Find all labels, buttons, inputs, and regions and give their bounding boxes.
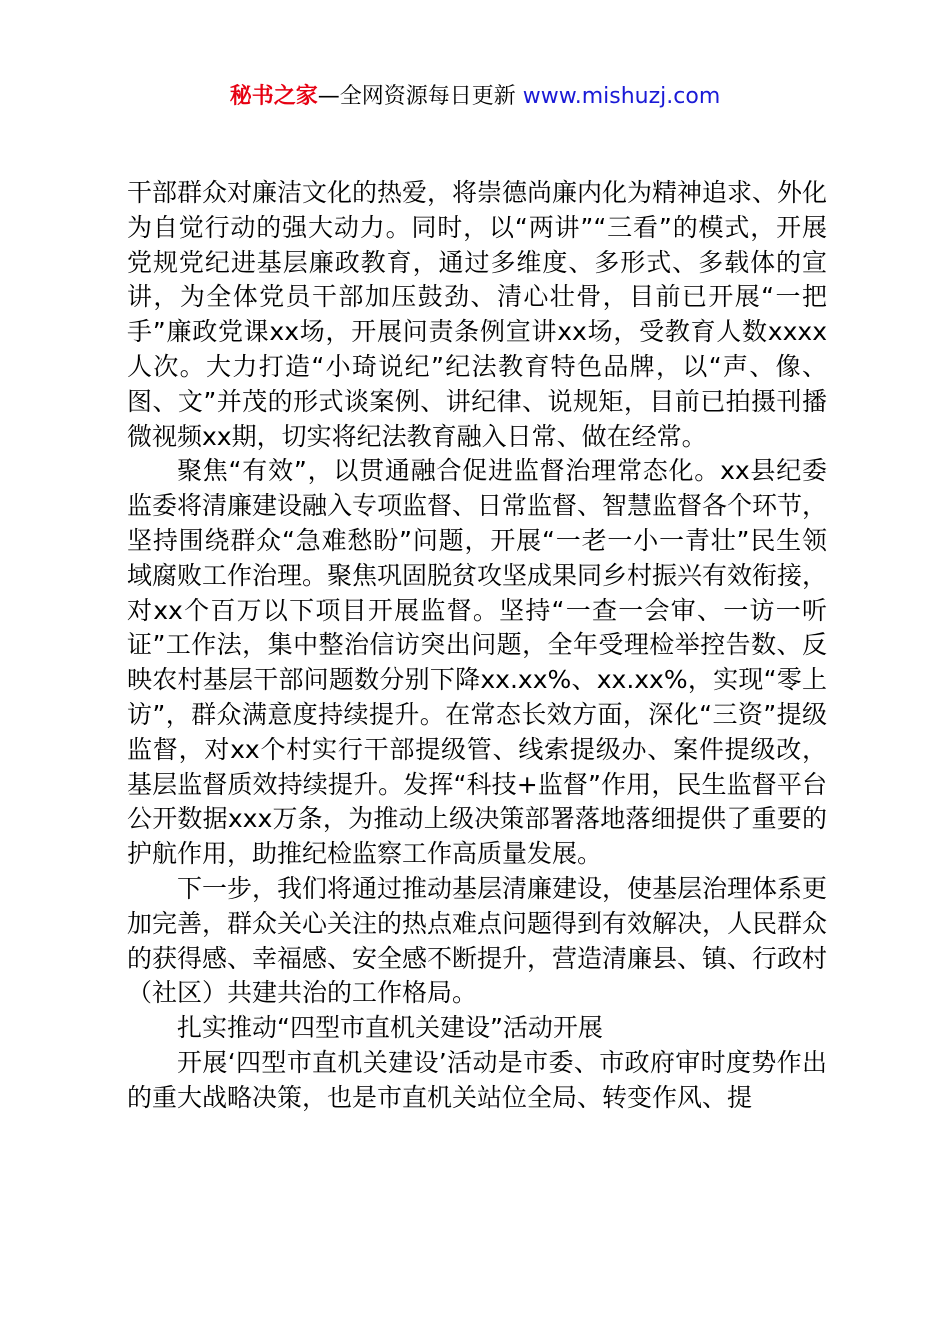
paragraph-3: 下一步，我们将通过推动基层清廉建设，使基层治理体系更加完善，群众关心关注的热点难点问题得到有效解决，人民群众的获得感、幸福感、安全感不断提升，营造清廉县、镇、行政村（社区）共建共治的工作格局。 [127, 873, 828, 1008]
document-body [127, 176, 827, 1116]
page-header [0, 82, 950, 112]
paragraph-2: 聚焦“有效”，以贯通融合促进监督治理常态化。xx县纪委监委将清廉建设融入专项监督、日常监督、智慧监督各个环节，坚持围绕群众“急难愁盼”问题，开展“一老一小一青壮”民生领域腐败工作治理。聚焦巩固脱贫攻坚成果同乡村振兴有效衔接，对xx个百万以下项目开展监督。坚持“一查一会审、一访一听证”工作法，集中整治信访突出问题，全年受理检举控告数、反映农村基层干部问题数分别下降xx.xx%、xx.xx%，实现“零上访”，群众满意度持续提升。在常态长效方面，深化“三资”提级监督，对xx个村实行干部提级管、线索提级办、案件提级改，基层监督质效持续提升。发挥“科技+监督”作用，民生监督平台公开数据xxx万条，为推动上级决策部署落地落细提供了重要的护航作用，助推纪检监察工作高质量发展。 [127, 456, 828, 869]
site-url-link[interactable]: www.mishuzj.com [522, 84, 721, 109]
section-heading: 扎实推动“四型市直机关建设”活动开展 [177, 1013, 603, 1043]
paragraph-1: 干部群众对廉洁文化的热爱，将崇德尚廉内化为精神追求、外化为自觉行动的强大动力。同时，以“两讲”“三看”的模式，开展党规党纪进基层廉政教育，通过多维度、多形式、多载体的宣讲，为全体党员干部加压鼓劲、清心壮骨，目前已开展“一把手”廉政党课xx场，开展问责条例宣讲xx场，受教育人数xxxx人次。大力打造“小琦说纪”纪法教育特色品牌，以“声、像、图、文”并茂的形式谈案例、讲纪律、说规矩，目前已拍摄刊播微视频xx期，切实将纪法教育融入日常、做在经常。 [127, 178, 828, 451]
header-tagline: —全网资源每日更新 [317, 84, 516, 109]
paragraph-4: 开展‘四型市直机关建设’活动是市委、市政府审时度势作出的重大战略决策，也是市直机关站位全局、转变作风、提 [127, 1047, 827, 1112]
brand-name: 秘书之家 [229, 84, 318, 109]
